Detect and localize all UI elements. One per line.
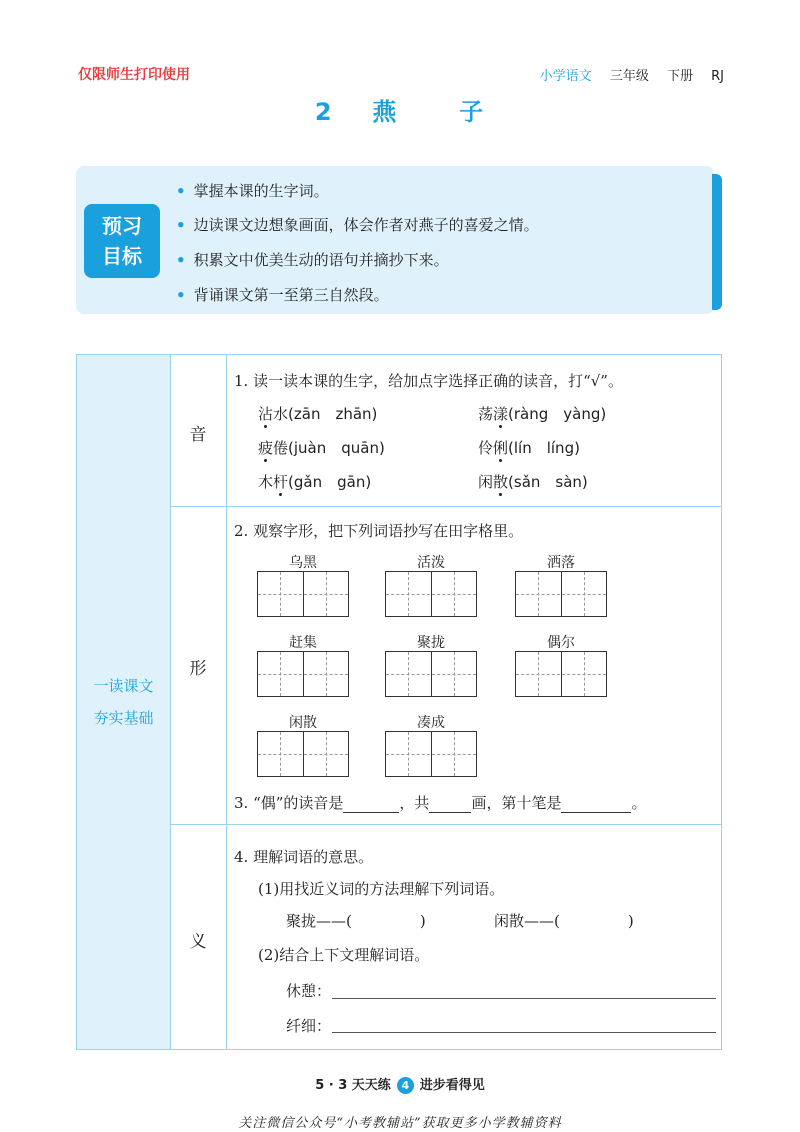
volume-label: 下册	[666, 69, 693, 84]
tianzige-grid[interactable]	[385, 651, 477, 697]
answer-blank[interactable]	[561, 812, 631, 813]
synonym-item[interactable]: 闲散——( )	[494, 912, 634, 930]
grid-word: 聚拢	[417, 635, 445, 651]
bottom-note: 关注微信公众号“小考教辅站”获取更多小学教辅资料	[238, 1116, 562, 1131]
lesson-number: 2	[314, 98, 334, 126]
lesson-title-char-1: 燕	[372, 98, 399, 126]
tianzige-grid[interactable]	[515, 571, 607, 617]
section-label: 一读课文 夯实基础	[93, 677, 154, 727]
answer-line[interactable]	[332, 998, 716, 999]
row-divider	[170, 824, 721, 825]
answer-blank[interactable]	[343, 812, 399, 813]
lesson-title-char-2: 子	[459, 98, 486, 126]
grid-word: 乌黑	[289, 555, 317, 571]
goal-item: • 掌握本课的生字词。	[176, 182, 329, 200]
grid-word: 赶集	[289, 635, 317, 651]
grid-word: 洒落	[547, 555, 575, 571]
pinyin-item[interactable]: 木杆(gǎn gān)	[258, 473, 372, 491]
category-meaning: 义	[189, 932, 207, 952]
question-3: 3. “偶”的读音是 ，共 画，第十笔是 。	[234, 794, 647, 812]
tianzige-grid[interactable]	[385, 571, 477, 617]
pinyin-item[interactable]: 闲散(sǎn sàn)	[478, 473, 588, 491]
goal-item: • 积累文中优美生动的语句并摘抄下来。	[176, 251, 449, 269]
sub-question-1: (1)用找近义词的方法理解下列词语。	[258, 880, 505, 898]
tianzige-grid[interactable]	[257, 571, 349, 617]
book-info	[540, 65, 724, 84]
term-label: 纤细：	[286, 1017, 332, 1035]
goal-item: • 边读课文边想象画面，体会作者对燕子的喜爱之情。	[176, 216, 539, 234]
pinyin-item[interactable]: 沾水(zān zhān)	[258, 405, 378, 423]
preview-goals-badge	[84, 204, 160, 278]
page-footer	[0, 1074, 800, 1094]
term-label: 休憩：	[286, 982, 332, 1000]
grid-word: 偶尔	[547, 635, 575, 651]
question-1: 1. 读一读本课的生字，给加点字选择正确的读音，打“√”。	[234, 372, 623, 390]
pinyin-item[interactable]: 荡漾(ràng yàng)	[478, 405, 607, 423]
pinyin-item[interactable]: 伶俐(lín líng)	[478, 439, 580, 457]
grid-word: 凑成	[417, 715, 445, 731]
print-restriction-notice: 仅限师生打印使用	[78, 67, 190, 83]
sub-question-2: (2)结合上下文理解词语。	[258, 946, 430, 964]
question-4: 4. 理解词语的意思。	[234, 848, 374, 866]
category-sound: 音	[189, 425, 207, 445]
goals-box-edge	[712, 174, 722, 310]
tianzige-grid[interactable]	[257, 731, 349, 777]
subject-label: 小学语文	[539, 69, 592, 84]
edition-label: RJ	[711, 69, 724, 84]
tianzige-grid[interactable]	[385, 731, 477, 777]
badge-line-1: 预习	[102, 214, 142, 238]
column-divider	[226, 355, 227, 1049]
question-2: 2. 观察字形，把下列词语抄写在田字格里。	[234, 522, 524, 540]
preview-goals-box	[76, 166, 714, 314]
lesson-title	[0, 92, 800, 127]
answer-blank[interactable]	[429, 812, 471, 813]
footer-slogan: 进步看得见	[419, 1078, 485, 1093]
footer-series: 5 · 3 天天练	[315, 1078, 391, 1093]
answer-line[interactable]	[332, 1032, 716, 1033]
badge-line-2: 目标	[102, 244, 142, 268]
grade-label: 三年级	[609, 69, 649, 84]
grid-word: 活泼	[417, 555, 445, 571]
grid-word: 闲散	[289, 715, 317, 731]
goal-item: • 背诵课文第一至第三自然段。	[176, 286, 389, 304]
category-shape: 形	[189, 659, 207, 679]
page-number: 4	[397, 1077, 414, 1094]
row-divider	[170, 506, 721, 507]
tianzige-grid[interactable]	[257, 651, 349, 697]
synonym-item[interactable]: 聚拢——( )	[286, 912, 426, 930]
tianzige-grid[interactable]	[515, 651, 607, 697]
pinyin-item[interactable]: 疲倦(juàn quān)	[258, 439, 385, 457]
